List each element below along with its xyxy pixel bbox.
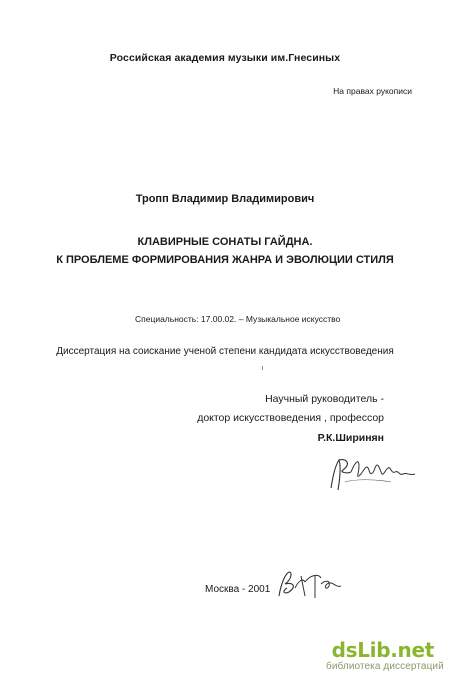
- supervisor-role: Научный руководитель -: [265, 393, 384, 405]
- institution-name: Российская академия музыки им.Гнесиных: [109, 52, 341, 64]
- specialty-line: Специальность: 17.00.02. – Музыкальное искусство: [135, 314, 341, 324]
- scan-mark: [262, 366, 263, 370]
- author-name: Тропп Владимир Владимирович: [135, 193, 315, 205]
- supervisor-signature: [325, 452, 425, 494]
- dissertation-title-line-1: КЛАВИРНЫЕ СОНАТЫ ГАЙДНА.: [137, 236, 313, 248]
- watermark-logo: dsLib.net: [331, 638, 434, 662]
- watermark-caption: библиотека диссертаций: [326, 661, 444, 672]
- place-and-year: Москва - 2001: [205, 584, 271, 595]
- supervisor-degree: доктор искусствоведения , профессор: [197, 412, 384, 424]
- degree-statement: Диссертация на соискание ученой степени кандидата искусствоведения: [56, 346, 394, 357]
- rights-note: На правах рукописи: [333, 86, 412, 96]
- author-signature: [275, 568, 350, 603]
- dissertation-title-line-2: К ПРОБЛЕМЕ ФОРМИРОВАНИЯ ЖАНРА И ЭВОЛЮЦИИ СТИЛЯ: [56, 254, 394, 266]
- supervisor-name: Р.К.Ширинян: [317, 432, 384, 444]
- watermark: [326, 638, 444, 673]
